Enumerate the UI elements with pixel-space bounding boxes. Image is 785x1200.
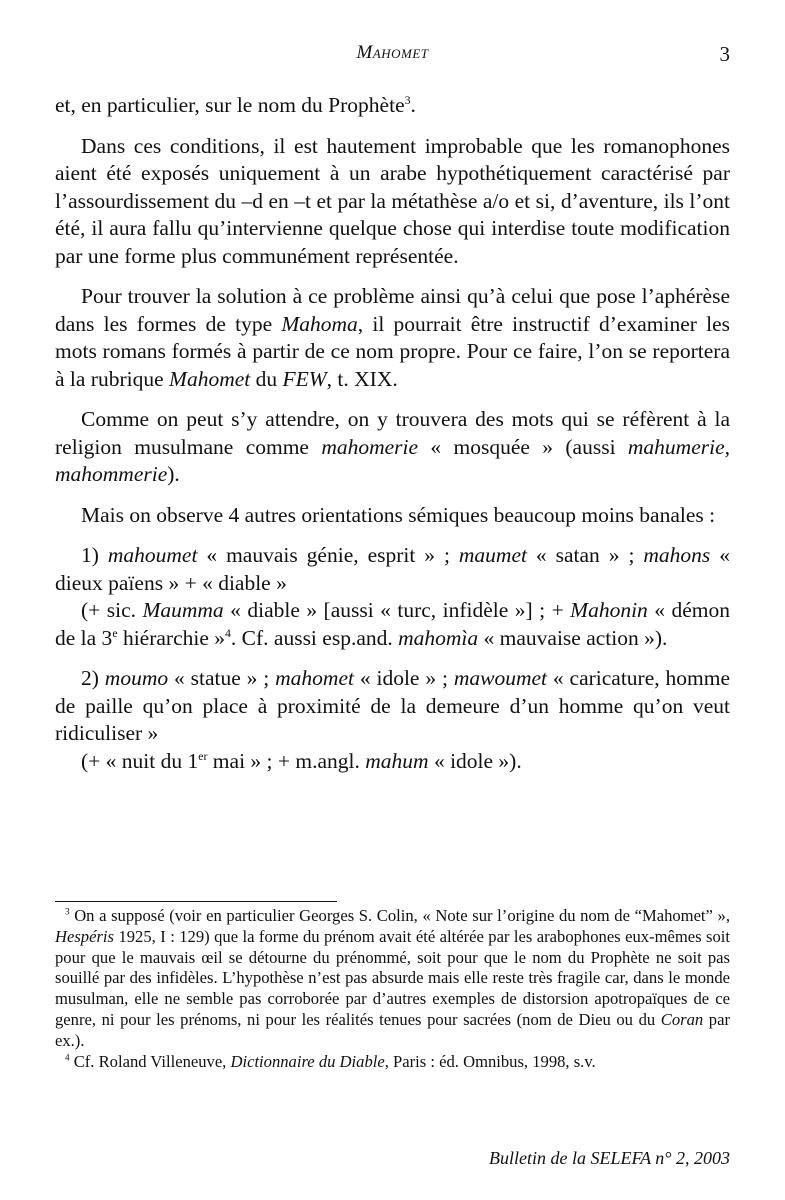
text-run: « démon de la 3 bbox=[55, 598, 730, 650]
text-run: On a supposé (voir en particulier Georges S. Colin, « Note sur l’origine du nom de “Mahomet” », bbox=[69, 906, 730, 925]
italic-term: mahum bbox=[365, 748, 429, 773]
page-footer: Bulletin de la SELEFA n° 2, 2003 bbox=[488, 1148, 730, 1168]
italic-term: Mahonin bbox=[570, 598, 648, 622]
text-run: 1925, I : 129) que la forme du prénom avait été altérée par les arabophones eux-mêmes soit pour que le mauvais œil se détourne du prénommé, soit pour que le nom du Prophète ne soit pas souillé par des infidèles. L’hypothèse n’est pas absurde mais elle reste très fragile car, dans le monde musulman, elle ne semble pas corroborée par d’autres exemples de distorsion apotropaïques de ce genre, ni pour les prénoms, ni pour les réalités tenues pour sacrées (nom de Dieu ou du bbox=[55, 926, 730, 1029]
text-run: , il pourrait être instructif d’examiner les mots romans formés à partir de ce nom propre. Pour ce faire, l’on se reportera à la rubrique bbox=[55, 311, 730, 391]
text-run: , t. XIX. bbox=[326, 366, 398, 391]
paragraph-0 bbox=[55, 92, 730, 120]
italic-term: moumo bbox=[104, 666, 169, 690]
text-run: . bbox=[410, 93, 416, 117]
footnote-ref-3: 3 bbox=[404, 92, 411, 107]
list-item-1-continuation bbox=[55, 597, 730, 652]
footnote-number: 4 bbox=[65, 1052, 70, 1063]
text-run: et, en particulier, sur le nom du Prophète bbox=[55, 93, 405, 117]
italic-term: Mahomet bbox=[169, 366, 251, 391]
list-item-2 bbox=[55, 665, 730, 748]
italic-term: mahoumet bbox=[107, 543, 198, 567]
text-run: « diable » [aussi « turc, infidèle »] ; + bbox=[223, 598, 571, 622]
list-item-1 bbox=[55, 542, 730, 597]
text-run: « dieux païens » + « diable » bbox=[55, 543, 730, 595]
italic-term: mahomet bbox=[275, 666, 354, 690]
italic-term: mahomerie bbox=[321, 434, 419, 459]
text-run: « mauvaise action »). bbox=[478, 625, 668, 650]
italic-term: Dictionnaire du Diable bbox=[230, 1051, 385, 1071]
footnote-number: 3 bbox=[65, 906, 70, 917]
running-title: Mahomet bbox=[356, 42, 429, 63]
text-run: « statue » ; bbox=[168, 666, 276, 690]
text-run: par ex.). bbox=[55, 1009, 730, 1050]
paragraph-3 bbox=[55, 406, 730, 489]
text-run: (+ sic. bbox=[81, 598, 143, 622]
running-head bbox=[55, 42, 730, 72]
text-run: « mosquée » (aussi bbox=[418, 434, 628, 459]
text-run: « mauvais génie, esprit » ; bbox=[197, 543, 459, 567]
footnotes bbox=[55, 906, 730, 1072]
text-run: Pour trouver la solution à ce problème ainsi qu’à celui que pose l’aphérèse dans les formes de type bbox=[55, 284, 730, 336]
list-item-2-continuation bbox=[55, 748, 730, 776]
italic-term: Maumma bbox=[142, 598, 224, 622]
text-run: . Cf. aussi esp.and. bbox=[230, 625, 399, 650]
text-run: « idole »). bbox=[428, 748, 522, 773]
italic-term: Mahoma bbox=[281, 311, 358, 336]
paragraph-1: Dans ces conditions, il est hautement improbable que les romanophones aient été exposés uniquement à un arabe hypothétiquement caractérisé par l’assourdissement du –d en –t et par la métathèse a/o et si, d’aventure, ils l’ont été, il aura fallu qu’intervienne quelque chose qui interdise toute modification par une forme plus communément représentée. bbox=[55, 133, 730, 268]
italic-term: FEW bbox=[282, 366, 327, 391]
text-run: 2) bbox=[81, 666, 105, 690]
text-run: 1) bbox=[81, 543, 108, 567]
footnote-4 bbox=[55, 1052, 730, 1073]
text-run: mai » ; + m.angl. bbox=[207, 748, 366, 773]
footnote-ref-4: 4 bbox=[225, 625, 231, 640]
superscript: e bbox=[112, 625, 118, 640]
italic-term: mahomìa bbox=[398, 625, 479, 650]
text-run: (+ « nuit du 1 bbox=[81, 748, 199, 773]
text-run: ). bbox=[167, 462, 180, 486]
text-run: Cf. Roland Villeneuve, bbox=[69, 1051, 231, 1071]
italic-term: mawoumet bbox=[453, 666, 548, 690]
italic-term: Coran bbox=[660, 1009, 704, 1029]
text-run: du bbox=[250, 366, 283, 391]
paragraph-4: Mais on observe 4 autres orientations sémiques beaucoup moins banales : bbox=[81, 502, 716, 527]
text-run: « idole » ; bbox=[353, 666, 454, 690]
text-run: « satan » ; bbox=[526, 543, 644, 567]
text-run: « caricature, homme de paille qu’on place à proximité de la demeure d’un homme qu’on veut ridiculiser » bbox=[55, 666, 730, 745]
superscript: er bbox=[198, 748, 208, 763]
italic-term: mahons bbox=[643, 543, 711, 567]
body-text bbox=[55, 92, 730, 788]
paragraph-2 bbox=[55, 283, 730, 393]
italic-term: mahumerie, mahommerie bbox=[55, 434, 730, 486]
footnote-separator bbox=[55, 901, 337, 902]
footnote-3 bbox=[55, 906, 730, 1052]
page-number: 3 bbox=[719, 42, 730, 66]
italic-term: maumet bbox=[458, 543, 527, 567]
text-run: Comme on peut s’y attendre, on y trouvera des mots qui se réfèrent à la religion musulmane comme bbox=[55, 407, 730, 459]
text-run: , Paris : éd. Omnibus, 1998, s.v. bbox=[384, 1051, 596, 1071]
text-run: hiérarchie » bbox=[117, 625, 225, 650]
italic-term: Hespéris bbox=[55, 926, 114, 946]
